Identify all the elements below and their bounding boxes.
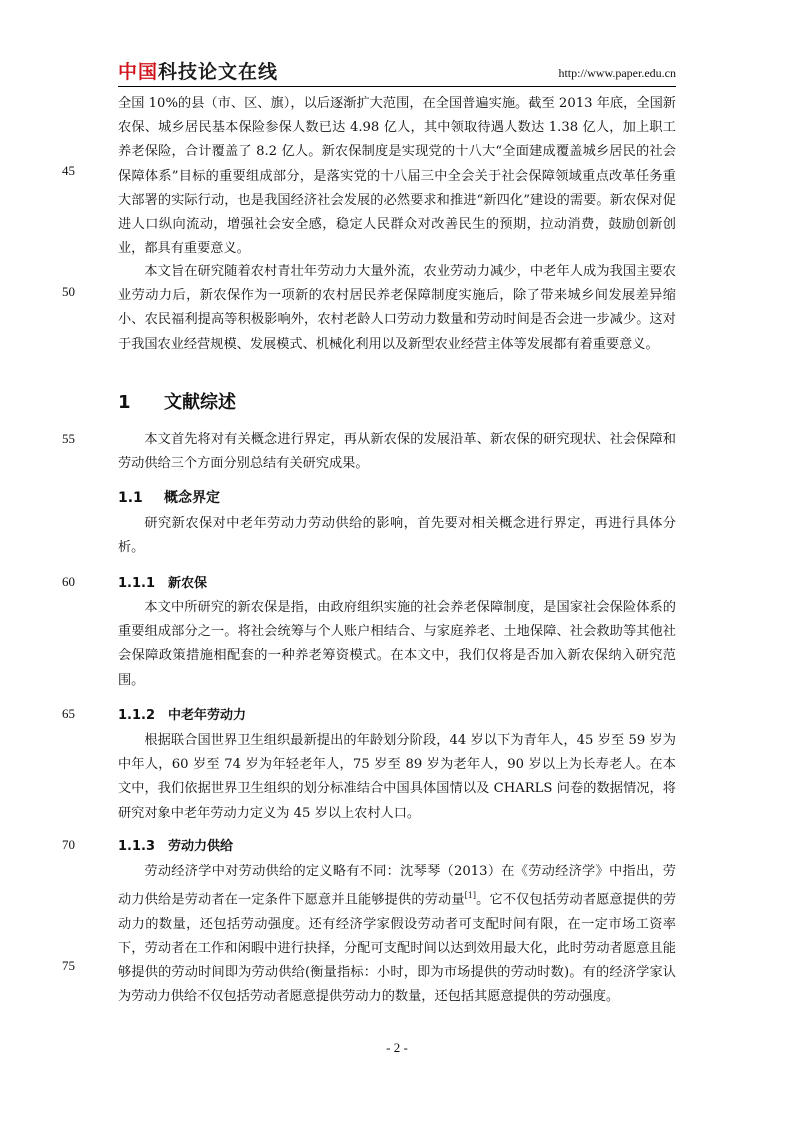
intro-paragraph-2	[118, 260, 676, 357]
logo-red-text: 中国	[118, 61, 159, 83]
citation-marker[interactable]: [1]	[464, 891, 477, 901]
paragraph-text-part: 。它不仅包括劳动者愿意提供的劳动力的数量，还包括劳动强度。还有经济学家假设劳动者可支配时间有限，在一定市场工资率下，劳动者在工作和闲暇中进行抉择，分配可支配时间以达到效用最大化，此时劳动者愿意且能够提供的劳动时间即为劳动供给(衡量指标：小时，即为市场提供的劳动时数)。有的经济学家认为劳动力供给不仅包括劳动者愿意提供劳动力的数量，还包括其愿意提供的劳动强度。	[118, 892, 677, 1005]
section-heading-1	[118, 388, 236, 414]
line-number: 65	[62, 706, 75, 721]
journal-logo	[118, 60, 278, 84]
section-number: 1.1.2	[118, 708, 156, 723]
paragraph-text: 本文旨在研究随着农村青壮年劳动力大量外流，农业劳动力减少，中老年人成为我国主要农业劳动力后，新农保作为一项新的农村居民养老保障制度实施后，除了带来城乡间发展差异缩小、农民福利提高等积极影响外，农村老龄人口劳动力数量和劳动时间是否会进一步减少。这对于我国农业经营规模、发展模式、机械化利用以及新型农业经营主体等发展都有着重要意义。	[118, 264, 676, 352]
line-number: 45	[62, 163, 75, 178]
paragraph-text-part: 劳动经济学中对劳动供给的定义略有不同：沈琴琴（2013）在《劳动经济学》中指出，劳动力供给是劳动者在一定条件下愿意并且能够提供的劳动量	[118, 864, 676, 908]
line-number: 60	[62, 574, 75, 589]
section-1-1-3-paragraph	[118, 860, 676, 1010]
section-title: 中老年劳动力	[168, 708, 247, 723]
line-number: 55	[62, 431, 75, 446]
line-number: 75	[62, 958, 75, 973]
section-title: 新农保	[168, 576, 208, 591]
section-1-paragraph	[118, 428, 676, 476]
section-heading-1-1	[118, 487, 220, 507]
section-number: 1.1	[118, 490, 143, 506]
intro-paragraph-1	[118, 92, 676, 261]
section-heading-1-1-3	[118, 835, 233, 854]
paragraph-text	[118, 860, 676, 1010]
section-heading-1-1-2	[118, 704, 246, 723]
section-1-1-2-paragraph	[118, 729, 676, 826]
section-number: 1	[118, 392, 131, 413]
line-number: 70	[62, 837, 75, 852]
section-1-1-paragraph	[118, 512, 676, 560]
section-title: 劳动力供给	[168, 839, 234, 854]
line-number: 50	[62, 284, 75, 299]
section-number: 1.1.3	[118, 839, 156, 854]
page-number: - 2 -	[386, 1040, 408, 1055]
section-number: 1.1.1	[118, 576, 156, 591]
logo-dark-text: 科技论文在线	[158, 61, 279, 83]
paragraph-text: 本文中所研究的新农保是指，由政府组织实施的社会养老保障制度，是国家社会保险体系的重要组成部分之一。将社会统筹与个人账户相结合、与家庭养老、土地保障、社会救助等其他社会保障政策措施相配套的一种养老筹资模式。在本文中，我们仅将是否加入新农保纳入研究范围。	[118, 600, 676, 688]
paragraph-text: 本文首先将对有关概念进行界定，再从新农保的发展沿革、新农保的研究现状、社会保障和劳动供给三个方面分别总结有关研究成果。	[118, 432, 676, 472]
section-title: 概念界定	[164, 490, 220, 506]
paragraph-text: 根据联合国世界卫生组织最新提出的年龄划分阶段，44 岁以下为青年人，45 岁至 59 岁为中年人，60 岁至 74 岁为年轻老年人，75 岁至 89 岁为老年人，90 岁以上为长寿老人。在本文中，我们依据世界卫生组织的划分标准结合中国具体国情以及 CHARLS 问卷的数据情况，将研究对象中老年劳动力定义为 45 岁以上农村人口。	[118, 733, 676, 821]
section-1-1-1-paragraph	[118, 596, 676, 693]
section-heading-1-1-1	[118, 572, 207, 591]
header-url[interactable]: http://www.paper.edu.cn	[558, 66, 676, 80]
paragraph-text: 研究新农保对中老年劳动力劳动供给的影响，首先要对相关概念进行界定，再进行具体分析。	[118, 516, 676, 556]
paragraph-text: 全国 10%的县（市、区、旗），以后逐渐扩大范围，在全国普遍实施。截至 2013 年底，全国新农保、城乡居民基本保险参保人数已达 4.98 亿人，其中领取待遇人数达 1.38 亿人，加上职工养老保险，合计覆盖了 8.2 亿人。新农保制度是实现党的十八大“全面建成覆盖城乡居民的社会保障体系”目标的重要组成部分，是落实党的十八届三中全会关于社会保障领域重点改革任务重大部署的实际行动，也是我国经济社会发展的必然要求和推进“新四化”建设的需要。新农保对促进人口纵向流动，增强社会安全感，稳定人民群众对改善民生的预期，拉动消费，鼓励创新创业，都具有重要意义。	[118, 96, 676, 257]
section-title: 文献综述	[164, 392, 236, 413]
page-header	[118, 60, 676, 87]
